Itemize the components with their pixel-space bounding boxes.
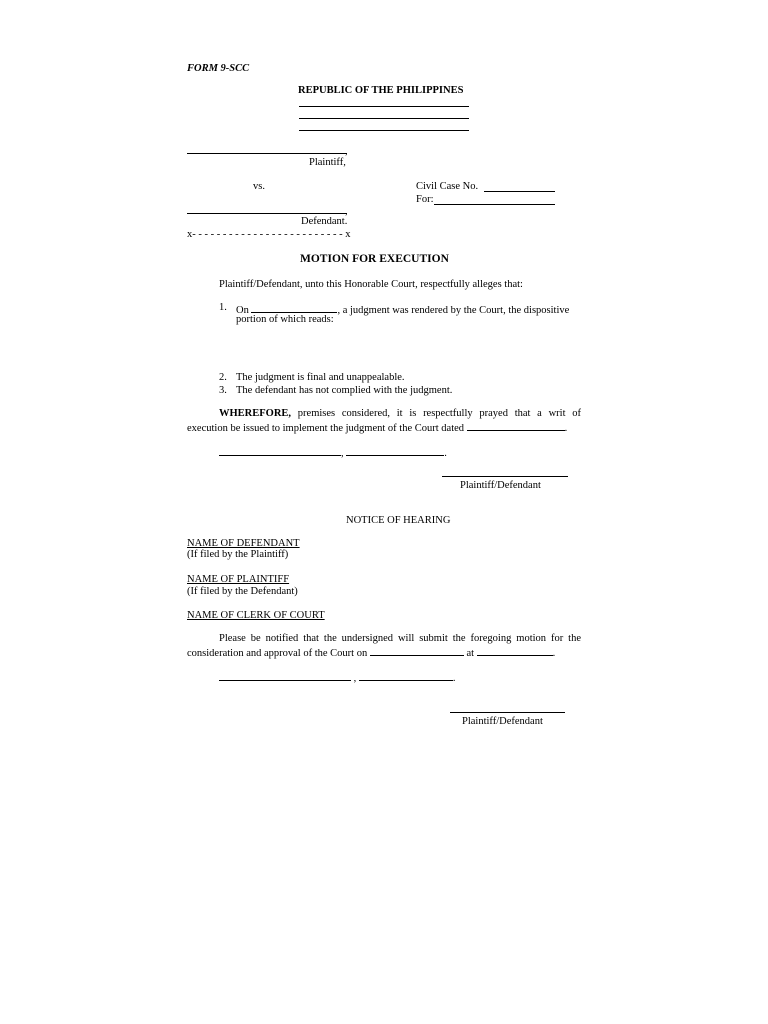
item-3-number: 3. [219,385,227,396]
plaintiff-label: Plaintiff, [309,157,346,168]
wherefore-lead: WHEREFORE, [219,408,292,419]
wherefore-line-1 [219,408,581,419]
place-date-row: , . [219,445,447,459]
item-1-number: 1. [219,302,227,313]
defendant-label: Defendant. [301,216,348,227]
signatory-label-1: Plaintiff/Defendant [460,480,541,491]
item-2-text: The judgment is final and unappealable. [236,372,405,383]
notice-at: at [466,648,475,659]
clerk-name-heading: NAME OF CLERK OF COURT [187,610,325,621]
defendant-name-heading: NAME OF DEFENDANT [187,538,300,549]
court-location-line[interactable] [299,130,469,131]
for-label: For: [416,194,434,205]
item-3-text: The defendant has not complied with the judgment. [236,385,453,396]
notice-title: NOTICE OF HEARING [346,515,451,526]
plaintiff-note: (If filed by the Defendant) [187,586,298,597]
date-line[interactable] [346,445,444,456]
wherefore-line-2: execution be issued to implement the judgment of the Court dated . [187,420,567,434]
form-label: FORM 9-SCC [187,63,250,74]
signature-line-1[interactable] [442,476,568,477]
item-1-post: , a judgment was rendered by the Court, the dispositive [337,305,570,316]
notice-place-date-row: , . [219,670,456,684]
notice-place-line[interactable] [219,670,351,681]
notice-body-1: Please be notified that the undersigned will submit the foregoing motion for the [219,633,581,644]
defendant-name-line[interactable] [187,213,347,214]
wherefore-text-1: premises considered, it is respectfully prayed that a writ of [291,408,581,419]
wherefore-text-2: execution be issued to implement the judgment of the Court dated [187,423,465,434]
notice-date-line[interactable] [359,670,453,681]
item-2-number: 2. [219,372,227,383]
plaintiff-name-line[interactable] [187,153,347,154]
defendant-note: (If filed by the Plaintiff) [187,549,289,560]
place-line[interactable] [219,445,341,456]
court-name-line[interactable] [299,106,469,107]
item-1-continuation: portion of which reads: [236,314,334,325]
motion-title: MOTION FOR EXECUTION [300,253,449,265]
signatory-label-2: Plaintiff/Defendant [462,716,543,727]
vs-label: vs. [253,181,265,192]
intro-text: Plaintiff/Defendant, unto this Honorable Court, respectfully alleges that: [219,279,523,290]
hearing-time-line[interactable] [477,645,553,656]
court-dated-line[interactable] [467,420,565,431]
plaintiff-comma: , [345,146,348,157]
signature-line-2[interactable] [450,712,565,713]
civil-case-number-line[interactable] [484,191,555,192]
civil-case-label: Civil Case No. [416,181,479,192]
notice-body-2-text: consideration and approval of the Court on [187,648,368,659]
plaintiff-name-heading: NAME OF PLAINTIFF [187,574,290,585]
hearing-date-line[interactable] [370,645,464,656]
court-branch-line[interactable] [299,118,469,119]
caption-separator: x- - - - - - - - - - - - - - - - - - - - - - - - - x [187,229,351,240]
judgment-date-line[interactable] [251,302,337,313]
for-line[interactable] [434,204,555,205]
item-1-pre: On [236,305,249,316]
defendant-comma: , [345,206,348,217]
republic-heading: REPUBLIC OF THE PHILIPPINES [298,85,464,96]
notice-body-2: consideration and approval of the Court on at . [187,645,555,659]
